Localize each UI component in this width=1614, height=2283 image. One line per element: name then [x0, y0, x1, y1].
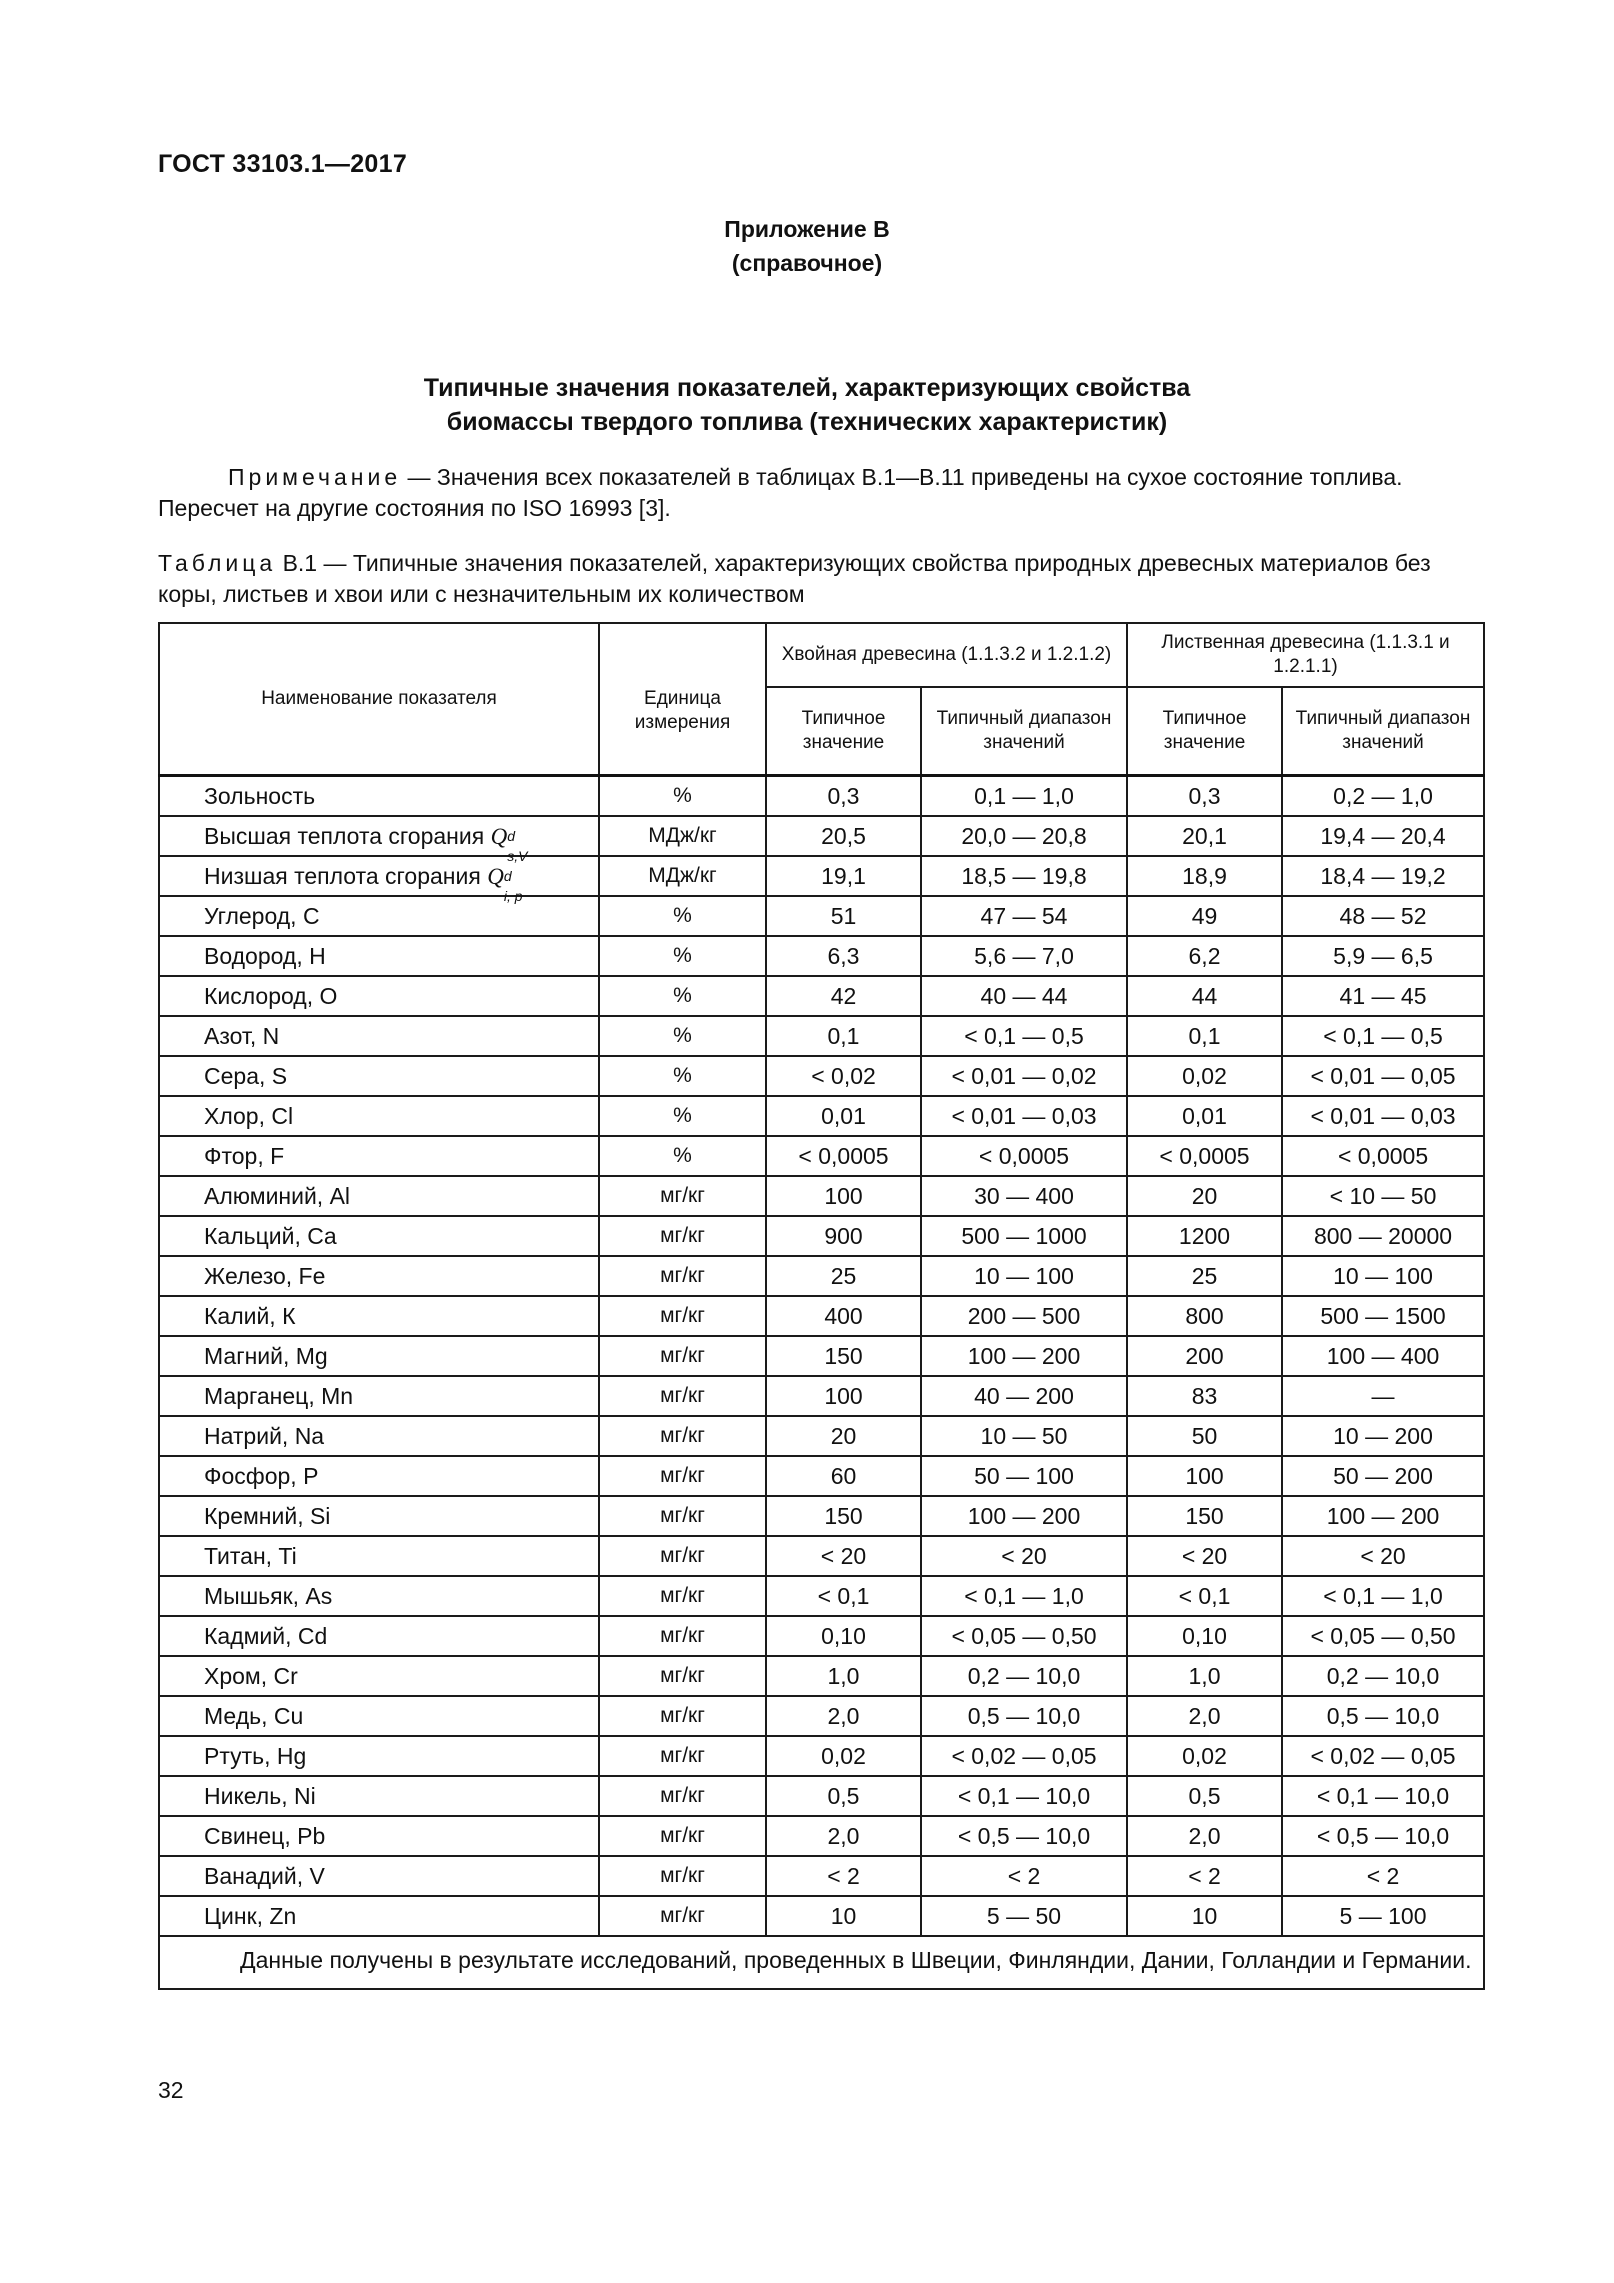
table-caption-label: Таблица — [158, 550, 277, 576]
cell-conifer-range: < 20 — [921, 1536, 1127, 1576]
cell-conifer-range: 30 — 400 — [921, 1176, 1127, 1216]
cell-unit: МДж/кг — [599, 856, 766, 896]
indicator-name-text: Кремний, Si — [204, 1502, 331, 1529]
cell-unit: % — [599, 1136, 766, 1176]
table-row — [159, 1576, 1484, 1616]
cell-deciduous-range: 5,9 — 6,5 — [1282, 936, 1484, 976]
cell-deciduous-range: 0,5 — 10,0 — [1282, 1696, 1484, 1736]
cell-deciduous-typical: 49 — [1127, 896, 1282, 936]
cell-indicator-name — [159, 1856, 599, 1896]
cell-unit: мг/кг — [599, 1736, 766, 1776]
indicator-name-text: Натрий, Na — [204, 1422, 325, 1449]
cell-indicator-name — [159, 1776, 599, 1816]
indicator-name-text: Ртуть, Hg — [204, 1742, 307, 1769]
cell-conifer-typical: 0,3 — [766, 776, 921, 817]
cell-unit: % — [599, 1016, 766, 1056]
indicator-name-text: Марганец, Mn — [204, 1382, 354, 1409]
cell-conifer-range: < 0,5 — 10,0 — [921, 1816, 1127, 1856]
table-row — [159, 1456, 1484, 1496]
indicator-name-text: Кадмий, Cd — [204, 1622, 328, 1649]
cell-unit: % — [599, 936, 766, 976]
cell-indicator-name — [159, 776, 599, 817]
cell-unit: мг/кг — [599, 1376, 766, 1416]
document-code: ГОСТ 33103.1—2017 — [158, 150, 408, 178]
cell-deciduous-range: < 0,5 — 10,0 — [1282, 1816, 1484, 1856]
cell-unit: мг/кг — [599, 1416, 766, 1456]
formula-superscript: d — [503, 867, 512, 884]
cell-deciduous-typical: 44 — [1127, 976, 1282, 1016]
cell-deciduous-typical: 6,2 — [1127, 936, 1282, 976]
cell-deciduous-range: < 0,1 — 10,0 — [1282, 1776, 1484, 1816]
cell-conifer-range: 20,0 — 20,8 — [921, 816, 1127, 856]
cell-indicator-name — [159, 1136, 599, 1176]
cell-conifer-range: 47 — 54 — [921, 896, 1127, 936]
cell-deciduous-range: 10 — 100 — [1282, 1256, 1484, 1296]
indicator-name-text: Калий, К — [204, 1302, 296, 1329]
table-row — [159, 1736, 1484, 1776]
cell-indicator-name — [159, 1456, 599, 1496]
cell-deciduous-range: < 2 — [1282, 1856, 1484, 1896]
table-row — [159, 1816, 1484, 1856]
table-row — [159, 1016, 1484, 1056]
appendix-heading — [0, 212, 1614, 280]
indicator-name-text: Хлор, Cl — [204, 1102, 294, 1129]
cell-conifer-range: 100 — 200 — [921, 1336, 1127, 1376]
cell-indicator-name — [159, 1216, 599, 1256]
cell-indicator-name — [159, 1536, 599, 1576]
formula-subscript: s,V — [507, 847, 528, 864]
cell-conifer-typical: 2,0 — [766, 1816, 921, 1856]
indicator-name-text: Азот, N — [204, 1022, 280, 1049]
table-row — [159, 1136, 1484, 1176]
cell-unit: мг/кг — [599, 1616, 766, 1656]
cell-indicator-name — [159, 856, 599, 904]
cell-deciduous-range: < 20 — [1282, 1536, 1484, 1576]
cell-indicator-name — [159, 1616, 599, 1656]
cell-unit: % — [599, 896, 766, 936]
cell-deciduous-typical: 20 — [1127, 1176, 1282, 1216]
cell-deciduous-typical: 800 — [1127, 1296, 1282, 1336]
cell-unit: % — [599, 976, 766, 1016]
cell-indicator-name — [159, 1696, 599, 1736]
indicator-name-text: Хром, Cr — [204, 1662, 298, 1689]
cell-conifer-typical: 25 — [766, 1256, 921, 1296]
indicator-name-text: Железо, Fe — [204, 1262, 326, 1289]
cell-deciduous-typical: 1,0 — [1127, 1656, 1282, 1696]
cell-conifer-range: 10 — 50 — [921, 1416, 1127, 1456]
table-row — [159, 1616, 1484, 1656]
cell-conifer-range: 18,5 — 19,8 — [921, 856, 1127, 896]
cell-conifer-range: 200 — 500 — [921, 1296, 1127, 1336]
cell-indicator-name — [159, 1336, 599, 1376]
cell-deciduous-range: 100 — 200 — [1282, 1496, 1484, 1536]
cell-conifer-range: 5,6 — 7,0 — [921, 936, 1127, 976]
table-footnote-row — [159, 1936, 1484, 1989]
cell-conifer-range: < 0,01 — 0,02 — [921, 1056, 1127, 1096]
cell-deciduous-range: 0,2 — 1,0 — [1282, 776, 1484, 817]
table-row — [159, 1216, 1484, 1256]
header-conifer-wood: Хвойная древесина (1.1.3.2 и 1.2.1.2) — [766, 623, 1127, 687]
cell-deciduous-typical: 0,5 — [1127, 1776, 1282, 1816]
cell-conifer-range: 50 — 100 — [921, 1456, 1127, 1496]
cell-indicator-name — [159, 976, 599, 1016]
cell-deciduous-range: < 0,0005 — [1282, 1136, 1484, 1176]
table-row — [159, 1376, 1484, 1416]
cell-indicator-name — [159, 816, 599, 864]
cell-conifer-range: < 0,1 — 0,5 — [921, 1016, 1127, 1056]
page-number: 32 — [158, 2077, 184, 2103]
cell-deciduous-range: < 0,05 — 0,50 — [1282, 1616, 1484, 1656]
section-title-line-1: Типичные значения показателей, характеризующих свойства — [423, 374, 1191, 402]
cell-conifer-range: < 2 — [921, 1856, 1127, 1896]
cell-indicator-name — [159, 1896, 599, 1936]
cell-deciduous-range: 19,4 — 20,4 — [1282, 816, 1484, 856]
cell-conifer-typical: 0,01 — [766, 1096, 921, 1136]
table-caption-text: В.1 — Типичные значения показателей, характеризующих свойства природных древесных материалов без коры, листьев и хвои или с незначительным их количеством — [158, 550, 1431, 607]
cell-unit: % — [599, 1056, 766, 1096]
indicator-name-text: Ванадий, V — [204, 1862, 325, 1889]
cell-deciduous-typical: 0,3 — [1127, 776, 1282, 817]
cell-unit: мг/кг — [599, 1656, 766, 1696]
cell-conifer-typical: 19,1 — [766, 856, 921, 896]
cell-conifer-range: 0,5 — 10,0 — [921, 1696, 1127, 1736]
table-row — [159, 1696, 1484, 1736]
cell-conifer-typical: 20 — [766, 1416, 921, 1456]
table-body — [159, 776, 1484, 1990]
indicator-name-text: Сера, S — [204, 1062, 288, 1089]
indicator-name-text: Кальций, Ca — [204, 1222, 337, 1249]
cell-indicator-name — [159, 936, 599, 976]
cell-deciduous-range: < 0,01 — 0,05 — [1282, 1056, 1484, 1096]
cell-conifer-range: < 0,0005 — [921, 1136, 1127, 1176]
cell-conifer-typical: 0,5 — [766, 1776, 921, 1816]
cell-unit: мг/кг — [599, 1176, 766, 1216]
cell-deciduous-range: 5 — 100 — [1282, 1896, 1484, 1936]
cell-unit: МДж/кг — [599, 816, 766, 856]
cell-conifer-range: 100 — 200 — [921, 1496, 1127, 1536]
table-row — [159, 776, 1484, 817]
indicator-name-text: Низшая теплота сгорания — [204, 862, 481, 889]
cell-deciduous-typical: < 0,0005 — [1127, 1136, 1282, 1176]
indicator-name-text: Водород, Н — [204, 942, 326, 969]
cell-unit: мг/кг — [599, 1816, 766, 1856]
formula-superscript: d — [507, 827, 515, 844]
indicator-name-text: Титан, Ti — [204, 1542, 297, 1569]
cell-deciduous-range: 18,4 — 19,2 — [1282, 856, 1484, 896]
cell-deciduous-range: 48 — 52 — [1282, 896, 1484, 936]
cell-deciduous-range: 0,2 — 10,0 — [1282, 1656, 1484, 1696]
indicator-name-text: Никель, Ni — [204, 1782, 316, 1809]
cell-conifer-range: 0,1 — 1,0 — [921, 776, 1127, 817]
note-paragraph — [158, 462, 1490, 524]
cell-conifer-typical: 51 — [766, 896, 921, 936]
cell-deciduous-typical: 2,0 — [1127, 1816, 1282, 1856]
cell-indicator-name — [159, 1056, 599, 1096]
appendix-subtitle: (справочное) — [731, 250, 883, 276]
cell-deciduous-range: < 0,02 — 0,05 — [1282, 1736, 1484, 1776]
cell-unit: мг/кг — [599, 1536, 766, 1576]
header-unit: Единица измерения — [599, 623, 766, 776]
cell-conifer-range: 40 — 44 — [921, 976, 1127, 1016]
cell-conifer-typical: < 0,1 — [766, 1576, 921, 1616]
table-row — [159, 1496, 1484, 1536]
indicator-name-text: Мышьяк, As — [204, 1582, 333, 1609]
cell-unit: мг/кг — [599, 1896, 766, 1936]
cell-deciduous-typical: 1200 — [1127, 1216, 1282, 1256]
cell-deciduous-typical: 20,1 — [1127, 816, 1282, 856]
cell-deciduous-typical: 100 — [1127, 1456, 1282, 1496]
cell-deciduous-typical: 83 — [1127, 1376, 1282, 1416]
table-row — [159, 1056, 1484, 1096]
table-row — [159, 1536, 1484, 1576]
cell-deciduous-range: 10 — 200 — [1282, 1416, 1484, 1456]
cell-conifer-typical: < 0,0005 — [766, 1136, 921, 1176]
cell-deciduous-range: 800 — 20000 — [1282, 1216, 1484, 1256]
cell-conifer-typical: 1,0 — [766, 1656, 921, 1696]
cell-deciduous-range: < 0,01 — 0,03 — [1282, 1096, 1484, 1136]
header-conifer-typical: Типичное значение — [766, 687, 921, 776]
cell-indicator-name — [159, 1256, 599, 1296]
indicator-name-text: Алюминий, Al — [204, 1182, 351, 1209]
cell-conifer-typical: 0,02 — [766, 1736, 921, 1776]
cell-indicator-name — [159, 1736, 599, 1776]
cell-deciduous-typical: < 20 — [1127, 1536, 1282, 1576]
table-row — [159, 1416, 1484, 1456]
indicator-name-text: Кислород, О — [204, 982, 338, 1009]
section-title — [0, 371, 1614, 439]
cell-conifer-range: < 0,05 — 0,50 — [921, 1616, 1127, 1656]
cell-unit: мг/кг — [599, 1456, 766, 1496]
cell-conifer-range: 5 — 50 — [921, 1896, 1127, 1936]
formula-symbol: Q — [487, 863, 504, 889]
cell-indicator-name — [159, 1576, 599, 1616]
note-text: — Значения всех показателей в таблицах В.1—В.11 приведены на сухое состояние топлива. Пересчет на другие состояния по ISO 16993 [3]. — [158, 464, 1403, 521]
cell-conifer-typical: 0,1 — [766, 1016, 921, 1056]
table-row — [159, 1096, 1484, 1136]
cell-indicator-name — [159, 896, 599, 936]
properties-table — [158, 622, 1485, 1990]
cell-conifer-typical: 60 — [766, 1456, 921, 1496]
indicator-name-text: Фтор, F — [204, 1142, 285, 1169]
cell-conifer-typical: 0,10 — [766, 1616, 921, 1656]
header-deciduous-typical: Типичное значение — [1127, 687, 1282, 776]
indicator-name-text: Зольность — [204, 782, 316, 809]
cell-conifer-typical: 100 — [766, 1176, 921, 1216]
table-row — [159, 1176, 1484, 1216]
table-row — [159, 1856, 1484, 1896]
cell-conifer-range: 10 — 100 — [921, 1256, 1127, 1296]
cell-conifer-typical: 10 — [766, 1896, 921, 1936]
cell-conifer-range: 40 — 200 — [921, 1376, 1127, 1416]
cell-unit: мг/кг — [599, 1856, 766, 1896]
table-row — [159, 976, 1484, 1016]
cell-conifer-typical: 6,3 — [766, 936, 921, 976]
cell-unit: мг/кг — [599, 1576, 766, 1616]
indicator-name-text: Свинец, Pb — [204, 1822, 326, 1849]
cell-deciduous-typical: 2,0 — [1127, 1696, 1282, 1736]
table-row — [159, 856, 1484, 896]
cell-indicator-name — [159, 1416, 599, 1456]
indicator-name-text: Фосфор, Р — [204, 1462, 319, 1489]
cell-unit: мг/кг — [599, 1696, 766, 1736]
cell-conifer-typical: < 0,02 — [766, 1056, 921, 1096]
cell-deciduous-typical: 0,10 — [1127, 1616, 1282, 1656]
cell-unit: мг/кг — [599, 1296, 766, 1336]
table-row — [159, 1296, 1484, 1336]
cell-deciduous-typical: 25 — [1127, 1256, 1282, 1296]
cell-deciduous-range: 50 — 200 — [1282, 1456, 1484, 1496]
cell-deciduous-typical: 150 — [1127, 1496, 1282, 1536]
cell-unit: % — [599, 776, 766, 817]
cell-unit: мг/кг — [599, 1216, 766, 1256]
cell-conifer-range: < 0,02 — 0,05 — [921, 1736, 1127, 1776]
indicator-name-text: Медь, Cu — [204, 1702, 304, 1729]
table-row — [159, 1256, 1484, 1296]
note-label: Примечание — [228, 464, 402, 490]
cell-deciduous-range: 41 — 45 — [1282, 976, 1484, 1016]
table-row — [159, 1336, 1484, 1376]
cell-indicator-name — [159, 1496, 599, 1536]
cell-conifer-typical: 100 — [766, 1376, 921, 1416]
table-row — [159, 1776, 1484, 1816]
indicator-name-text: Цинк, Zn — [204, 1902, 297, 1929]
cell-deciduous-range: < 0,1 — 0,5 — [1282, 1016, 1484, 1056]
cell-unit: мг/кг — [599, 1776, 766, 1816]
cell-conifer-typical: 400 — [766, 1296, 921, 1336]
formula-subscript: i, p — [503, 887, 523, 904]
cell-conifer-typical: 150 — [766, 1496, 921, 1536]
cell-deciduous-typical: 0,01 — [1127, 1096, 1282, 1136]
header-deciduous-wood: Лиственная древесина (1.1.3.1 и 1.2.1.1) — [1127, 623, 1484, 687]
cell-unit: мг/кг — [599, 1496, 766, 1536]
cell-indicator-name — [159, 1296, 599, 1336]
cell-unit: мг/кг — [599, 1256, 766, 1296]
table-row — [159, 1896, 1484, 1936]
cell-conifer-typical: < 2 — [766, 1856, 921, 1896]
cell-deciduous-typical: < 0,1 — [1127, 1576, 1282, 1616]
appendix-title: Приложение В — [724, 216, 890, 242]
formula-symbol: Q — [490, 823, 508, 849]
cell-conifer-typical: 42 — [766, 976, 921, 1016]
cell-conifer-range: < 0,1 — 1,0 — [921, 1576, 1127, 1616]
cell-conifer-range: 0,2 — 10,0 — [921, 1656, 1127, 1696]
indicator-name-text: Углерод, С — [204, 902, 320, 929]
cell-indicator-name — [159, 1656, 599, 1696]
indicator-name-text: Магний, Mg — [204, 1342, 328, 1369]
cell-deciduous-typical: 0,02 — [1127, 1736, 1282, 1776]
cell-conifer-typical: < 20 — [766, 1536, 921, 1576]
cell-deciduous-typical: 50 — [1127, 1416, 1282, 1456]
header-deciduous-range: Типичный диапазон значений — [1282, 687, 1484, 776]
cell-deciduous-typical: 0,1 — [1127, 1016, 1282, 1056]
table-footnote-text: Данные получены в результате исследований, проведенных в Швеции, Финляндии, Дании, Голландии и Германии. — [240, 1947, 1472, 1973]
cell-unit: % — [599, 1096, 766, 1136]
cell-indicator-name — [159, 1816, 599, 1856]
cell-deciduous-range: — — [1282, 1376, 1484, 1416]
cell-conifer-range: 500 — 1000 — [921, 1216, 1127, 1256]
table-row — [159, 896, 1484, 936]
header-conifer-range: Типичный диапазон значений — [921, 687, 1127, 776]
cell-deciduous-range: < 0,1 — 1,0 — [1282, 1576, 1484, 1616]
cell-conifer-range: < 0,1 — 10,0 — [921, 1776, 1127, 1816]
indicator-name-text: Высшая теплота сгорания — [204, 822, 485, 849]
header-indicator-name: Наименование показателя — [159, 623, 599, 776]
cell-deciduous-typical: 10 — [1127, 1896, 1282, 1936]
table-row — [159, 816, 1484, 856]
cell-indicator-name — [159, 1376, 599, 1416]
cell-deciduous-range: 100 — 400 — [1282, 1336, 1484, 1376]
cell-unit: мг/кг — [599, 1336, 766, 1376]
cell-deciduous-typical: 0,02 — [1127, 1056, 1282, 1096]
table-row — [159, 936, 1484, 976]
cell-deciduous-typical: 200 — [1127, 1336, 1282, 1376]
cell-deciduous-range: 500 — 1500 — [1282, 1296, 1484, 1336]
table-footnote — [159, 1936, 1484, 1989]
cell-conifer-typical: 2,0 — [766, 1696, 921, 1736]
cell-indicator-name — [159, 1176, 599, 1216]
cell-deciduous-typical: 18,9 — [1127, 856, 1282, 896]
table-caption — [158, 548, 1490, 610]
table-row — [159, 1656, 1484, 1696]
section-title-line-2: биомассы твердого топлива (технических характеристик) — [446, 408, 1168, 436]
cell-conifer-typical: 150 — [766, 1336, 921, 1376]
cell-indicator-name — [159, 1016, 599, 1056]
cell-indicator-name — [159, 1096, 599, 1136]
cell-conifer-range: < 0,01 — 0,03 — [921, 1096, 1127, 1136]
cell-conifer-typical: 20,5 — [766, 816, 921, 856]
cell-deciduous-typical: < 2 — [1127, 1856, 1282, 1896]
cell-deciduous-range: < 10 — 50 — [1282, 1176, 1484, 1216]
cell-conifer-typical: 900 — [766, 1216, 921, 1256]
